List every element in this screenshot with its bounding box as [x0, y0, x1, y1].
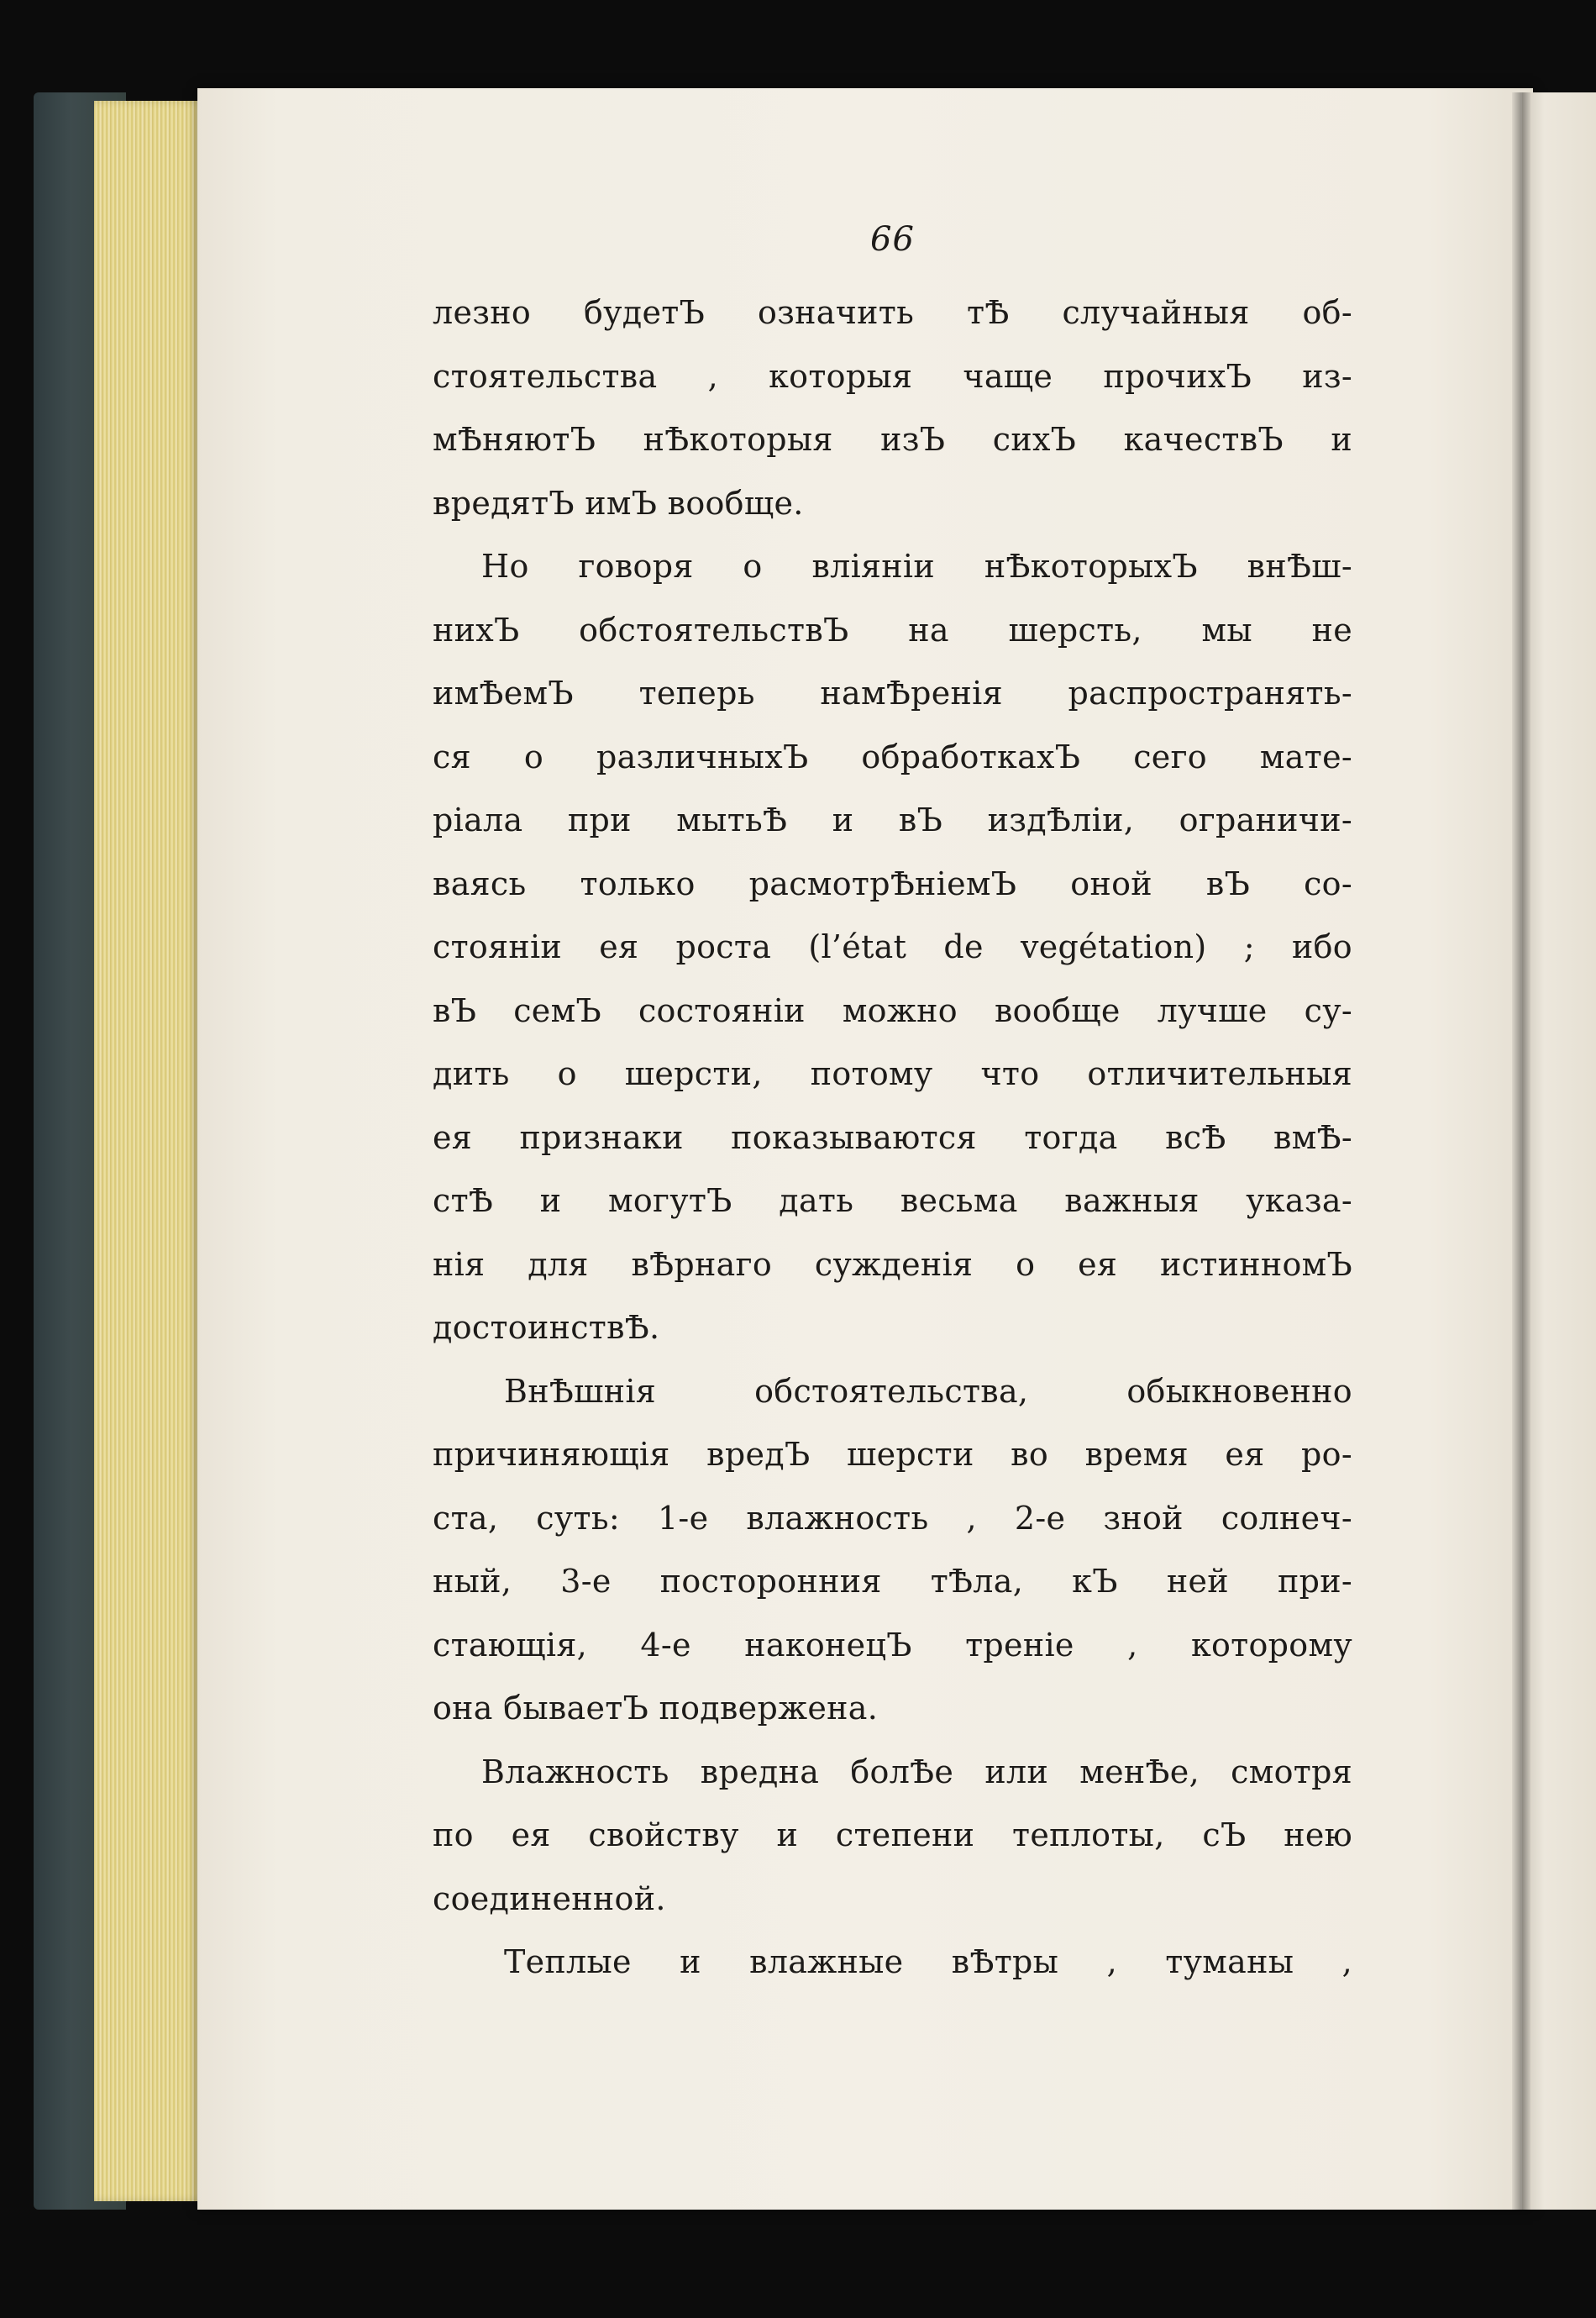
text-line: нихЪ обстоятельствЪ на шерсть, мы не [433, 611, 1352, 649]
text-line: ВнѢшнія обстоятельства, обыкновенно [504, 1372, 1352, 1410]
paragraph-3 [433, 1360, 1352, 1741]
text-line: стающія, 4-е наконецЪ треніе , которому [433, 1626, 1352, 1664]
text-line: ея признаки показываются тогда всѢ вмѢ- [433, 1118, 1352, 1156]
text-line: Но говоря о вліяніи нѢкоторыхЪ внѢш- [481, 548, 1352, 585]
paragraph-5 [433, 1931, 1352, 1995]
text-line: по ея свойству и степени теплоты, сЪ нею [433, 1816, 1352, 1853]
paragraph-4 [433, 1741, 1352, 1932]
text-line: стѢ и могутЪ дать весьма важныя указа- [433, 1182, 1352, 1219]
text-line: ся о различныхЪ обработкахЪ сего мате- [433, 738, 1352, 775]
text-line: вредятЪ имЪ вообще. [433, 484, 804, 522]
text-line: дить о шерсти, потому что отличительныя [433, 1055, 1352, 1092]
page-number: 66 [870, 220, 915, 259]
text-line: Теплые и влажные вѢтры , туманы , [504, 1943, 1352, 1980]
paragraph-2 [433, 535, 1352, 1360]
facing-page-sliver [1522, 92, 1596, 2210]
text-line: ный, 3-е посторонния тѢла, кЪ ней при- [433, 1563, 1352, 1600]
paragraph-1 [433, 281, 1352, 535]
page-text-block [433, 197, 1352, 1995]
gilded-page-edges [94, 101, 212, 2201]
text-line: мѢняютЪ нѢкоторыя изЪ сихЪ качествЪ и [433, 421, 1352, 458]
text-line: достоинствѢ. [433, 1309, 660, 1346]
text-line: стояніи ея роста (l’état de vegétation) ; ибо [433, 928, 1352, 965]
text-line: лезно будетЪ означить тѢ случайныя об- [433, 294, 1352, 331]
text-line: причиняющія вредЪ шерсти во время ея ро- [433, 1436, 1352, 1473]
text-line: нія для вѢрнаго сужденія о ея истинномЪ [433, 1245, 1352, 1283]
text-line: она бываетЪ подвержена. [433, 1690, 879, 1727]
text-line: ваясь только расмотрѢніемЪ оной вЪ со- [433, 865, 1352, 902]
text-line: ста, суть: 1-е влажность , 2-е зной солнеч- [433, 1499, 1352, 1537]
text-line: вЪ семЪ состояніи можно вообще лучше су- [433, 991, 1352, 1029]
gutter-shadow [1512, 92, 1530, 2210]
text-line: ріала при мытьѢ и вЪ издѢліи, ограничи- [433, 802, 1352, 838]
text-line: соединенной. [433, 1879, 666, 1917]
text-line: Влажность вредна болѢе или менѢе, смотря [481, 1753, 1352, 1790]
text-line: стоятельства , которыя чаще прочихЪ из- [433, 357, 1352, 395]
text-line: имѢемЪ теперь намѢренія распространять- [433, 675, 1352, 712]
